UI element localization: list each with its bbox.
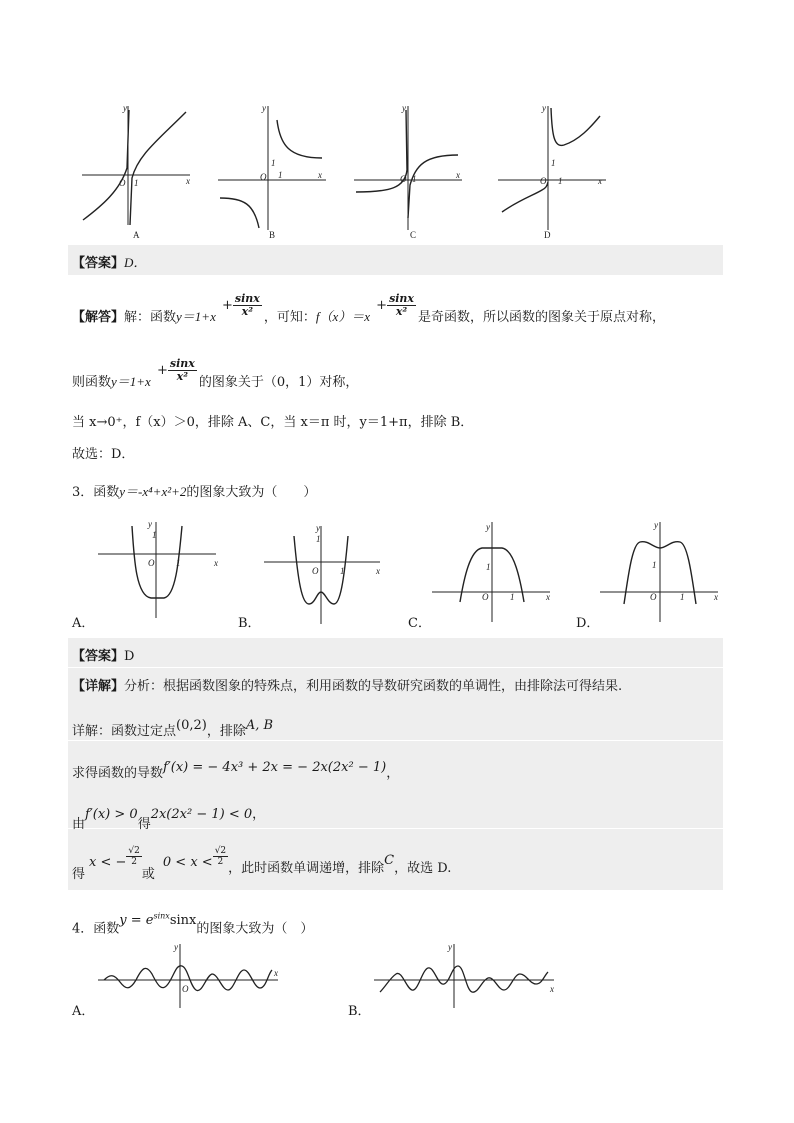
svg-text:1: 1: [271, 158, 276, 168]
svg-text:1: 1: [558, 176, 563, 186]
option-label-a: A: [133, 230, 140, 240]
svg-text:y: y: [448, 942, 452, 952]
svg-text:1: 1: [652, 560, 657, 570]
equation: f′(x) > 0: [85, 807, 138, 822]
graph-q2-b: [214, 100, 332, 240]
svg-text:1: 1: [412, 174, 417, 184]
solution-line-1: 【解答】解：函数y＝1+x + $\frac{\sin x}{\text{x²}}$ ，可知：f（x）＝x + $\frac{\sin x}{\text{x²}}$ 是奇函数，所以函数的图象关于原点对称，: [72, 292, 666, 325]
svg-text:x: x: [376, 566, 380, 576]
svg-text:y: y: [654, 520, 658, 530]
equation: $y = e^{sinx}\sin x$: [119, 912, 197, 929]
detail-text: ，排除: [206, 724, 246, 739]
svg-text:y: y: [262, 103, 266, 113]
fraction-denominator: x²: [241, 305, 254, 318]
solution-label: 【解答】: [72, 310, 125, 325]
detail-line-3: [72, 803, 265, 832]
detail-text: 详解：函数过定点: [72, 724, 177, 739]
option-label-c: C: [410, 230, 417, 240]
graph-q2-c: [350, 100, 468, 240]
graph-q3-d: [598, 518, 723, 628]
svg-text:O: O: [482, 592, 489, 602]
graph-q2-a: [78, 100, 196, 240]
question-3-stem: [72, 481, 316, 500]
svg-text:y: y: [148, 519, 152, 529]
detail-text: 求得函数的导数: [72, 766, 164, 781]
svg-text:x: x: [274, 968, 278, 978]
answer-background: [68, 245, 723, 275]
svg-text:O: O: [148, 558, 155, 568]
fraction-denominator: x²: [176, 370, 189, 383]
answer-value: D: [124, 649, 135, 664]
stem-text: 4．函数: [72, 921, 120, 937]
svg-text:1: 1: [176, 558, 181, 568]
svg-text:1: 1: [134, 178, 139, 188]
detail-text: 得: [72, 867, 86, 882]
option-q3-c: C．: [408, 616, 431, 631]
graph-q3-b: [262, 522, 387, 632]
fraction-numerator: √2: [214, 846, 227, 856]
option-q3-d: D．: [576, 616, 600, 631]
detail-analysis: [72, 675, 622, 694]
graph-q2-d: [494, 100, 612, 240]
svg-text:O: O: [650, 592, 657, 602]
equation: f（x）＝x: [315, 309, 371, 324]
svg-text:y: y: [316, 523, 320, 533]
svg-text:1: 1: [551, 158, 556, 168]
solution-line-3: 当 x→0⁺，f（x）＞0，排除 A、C，当 x＝π 时，y＝1+π，排除 B．: [72, 415, 474, 430]
option-q4-b: B．: [348, 1004, 371, 1019]
solution-line-2: 则函数y＝1+x + $\frac{\sin x}{\text{x²}}$ 的图象关于（0，1）对称，: [72, 357, 359, 390]
svg-text:x: x: [186, 176, 190, 186]
svg-text:1: 1: [316, 534, 321, 544]
detail-text: ，: [252, 807, 266, 822]
equation: x < −: [89, 855, 127, 870]
fraction-numerator: sinx: [389, 292, 414, 305]
detail-line-4: [72, 846, 451, 885]
solution-text: 则函数: [72, 375, 112, 390]
option-q4-a: A．: [72, 1004, 95, 1019]
detail-text: 由: [72, 817, 86, 832]
svg-text:O: O: [119, 178, 126, 188]
answer-line-q2: [72, 252, 146, 271]
svg-text:1: 1: [278, 170, 283, 180]
solution-line-4: 故选：D．: [72, 447, 135, 462]
svg-text:O: O: [312, 566, 319, 576]
detail-line-1: [72, 718, 273, 739]
svg-text:1: 1: [152, 530, 157, 540]
svg-text:O: O: [540, 176, 547, 186]
option-label-b: B: [269, 230, 276, 240]
equation: A, B: [245, 718, 274, 733]
fraction-numerator: sinx: [234, 292, 260, 305]
solution-text: 的图象关于（0，1）对称，: [198, 375, 359, 390]
svg-text:x: x: [318, 170, 322, 180]
detail-text: 或: [141, 867, 155, 882]
fraction-numerator: √2: [128, 846, 140, 856]
svg-text:y: y: [542, 103, 546, 113]
detail-text: 分析：根据函数图象的特殊点，利用函数的导数研究函数的单调性，由排除法可得结果.: [124, 679, 623, 694]
svg-text:y: y: [123, 103, 127, 113]
option-q3-a: A．: [72, 616, 95, 631]
fraction-denominator: 2: [131, 857, 137, 867]
svg-text:1: 1: [680, 592, 685, 602]
answer-label: 【答案】: [72, 256, 125, 271]
equation: y＝-x⁴+x²+2: [119, 484, 187, 499]
equation: y＝1+x: [111, 374, 151, 389]
equation: 0 < x <: [162, 855, 213, 870]
svg-text:x: x: [714, 592, 718, 602]
stem-text: 的图象大致为（ ）: [186, 485, 317, 500]
equation: (0,2): [176, 718, 207, 733]
detail-label: 【详解】: [72, 679, 125, 694]
solution-text: 是奇函数，所以函数的图象关于原点对称，: [418, 310, 666, 325]
svg-text:y: y: [486, 522, 490, 532]
answer-value: D．: [124, 255, 147, 270]
fraction-numerator: sinx: [169, 357, 195, 370]
svg-text:1: 1: [340, 566, 345, 576]
fraction-denominator: x²: [395, 305, 408, 318]
svg-text:x: x: [456, 170, 460, 180]
graph-q3-c: [430, 518, 555, 628]
answer-line-q3: [72, 645, 134, 664]
svg-text:x: x: [550, 984, 554, 994]
equation: C: [384, 853, 395, 868]
svg-text:1: 1: [486, 562, 491, 572]
detail-text: 得: [137, 817, 151, 832]
equation: f′(x) = − 4x³ + 2x = − 2x(2x² − 1): [163, 760, 387, 775]
svg-text:O: O: [260, 172, 267, 182]
detail-line-2: [72, 760, 399, 781]
question-4-stem: [72, 912, 313, 936]
stem-text: 的图象大致为（ ）: [196, 921, 314, 937]
svg-text:x: x: [546, 592, 550, 602]
detail-text: ，此时函数单调递增，排除: [228, 861, 385, 876]
stem-text: 3．函数: [72, 485, 120, 500]
svg-text:O: O: [400, 174, 407, 184]
graph-q4-b: [372, 940, 562, 1010]
option-label-d: D: [544, 230, 551, 240]
detail-text: ，: [386, 766, 400, 781]
solution-text: 解：函数: [124, 310, 177, 325]
graph-q4-a: [96, 940, 286, 1010]
equation: y＝1+x: [176, 309, 216, 324]
svg-text:y: y: [402, 103, 406, 113]
svg-text:x: x: [214, 558, 218, 568]
detail-text: ，故选 D.: [394, 861, 452, 876]
fraction-denominator: 2: [217, 857, 224, 867]
svg-text:1: 1: [510, 592, 515, 602]
svg-text:x: x: [598, 176, 602, 186]
equation: 2x(2x² − 1) < 0: [150, 807, 253, 822]
answer-label: 【答案】: [72, 649, 125, 664]
svg-text:O: O: [182, 984, 189, 994]
option-q3-b: B．: [238, 616, 261, 631]
graph-q3-a: [96, 518, 221, 628]
svg-text:y: y: [174, 942, 178, 952]
solution-text: ，可知：: [263, 310, 316, 325]
